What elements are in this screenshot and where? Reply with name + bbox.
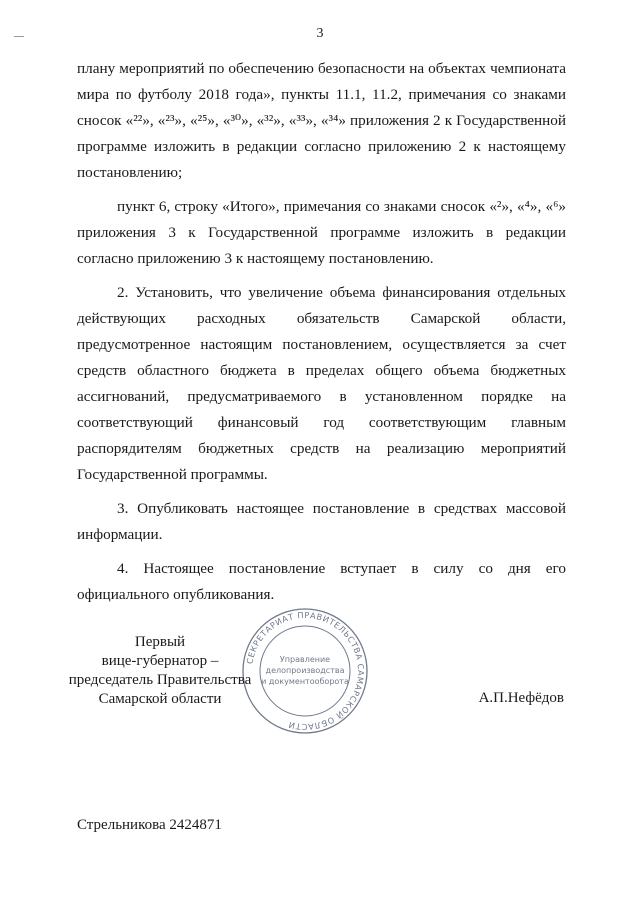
signatory-title-line: Самарской области xyxy=(98,691,222,707)
seal-outer-text: СЕКРЕТАРИАТ ПРАВИТЕЛЬСТВА САМАРСКОЙ ОБЛАСТИ xyxy=(244,609,367,733)
executor-contact: Стрельникова 2424871 xyxy=(77,817,222,833)
signatory-title-line: Первый xyxy=(134,634,186,650)
paragraph-effective-date-clause: 4. Настоящее постановление вступает в силу со дня его официального опубликования. xyxy=(77,560,566,603)
signatory-title-line: председатель Правительства xyxy=(68,672,252,688)
seal-inner-line-2: делопроизводства xyxy=(265,666,345,675)
signatory-title xyxy=(60,633,260,709)
page-number: 3 xyxy=(316,26,324,41)
paragraph-financing-clause: 2. Установить, что увеличение объема финансирования отдельных действующих расходных обязательств Самарской области, предусмотренное настоящим постановлением, осуществляется за счет средств областного бюджета в пределах общего объема бюджетных ассигнований, предусматриваемого в установленном порядке на соответствующий финансовый год соответствующим главным распорядителям бюджетных средств на реализацию мероприятий Государственной программы. xyxy=(77,284,566,483)
paragraph-publication-clause: 3. Опубликовать настоящее постановление в средствах массовой информации. xyxy=(77,500,566,543)
seal-inner-line-3: и документооборота xyxy=(261,677,349,686)
document-body xyxy=(77,56,566,608)
paragraph-amendment-appendix-2: плану мероприятий по обеспечению безопасности на объектах чемпионата мира по футболу 2018 года», пункты 11.1, 11.2, примечания со знаками сносок «²²», «²³», «²⁵», «³⁰», «³²», «³³», «³⁴» приложения 2 к Государственной программе изложить в редакции согласно приложению 2 к настоящему постановлению; xyxy=(77,60,566,181)
paragraph-amendment-appendix-3: пункт 6, строку «Итого», примечания со знаками сносок «²», «⁴», «⁶» приложения 3 к Государственной программе изложить в редакции согласно приложению 3 к настоящему постановлению. xyxy=(77,198,566,267)
seal-inner-line-1: Управление xyxy=(279,655,331,664)
signatory-name: А.П.Нефёдов xyxy=(478,690,564,706)
signatory-title-line: вице-губернатор – xyxy=(101,653,219,669)
